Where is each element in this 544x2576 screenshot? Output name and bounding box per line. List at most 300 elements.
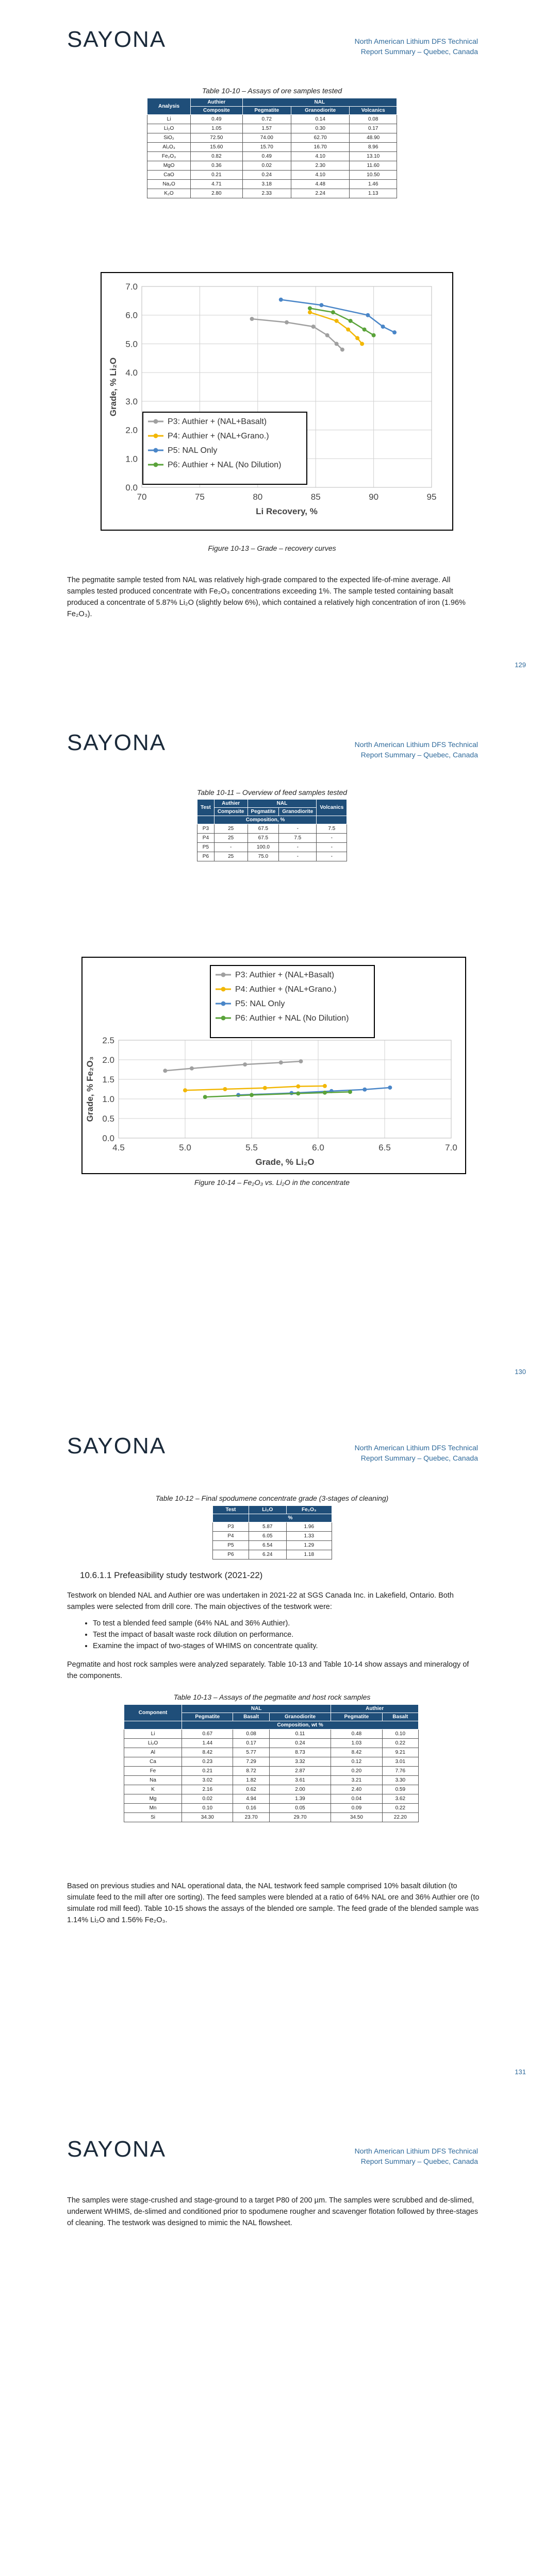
- fe-vs-li-chart: [81, 957, 466, 1174]
- table-cell: CaO: [147, 171, 191, 180]
- y-tick-label: 6.0: [125, 310, 138, 320]
- list-item: • To test a blended feed sample (64% NAL and 36% Authier).: [93, 1618, 318, 1629]
- table-cell: 0.09: [331, 1804, 382, 1813]
- table-cell: 0.36: [191, 161, 242, 171]
- table-cell: 0.05: [269, 1804, 331, 1813]
- data-point: [348, 1090, 352, 1094]
- legend-marker: [154, 419, 158, 424]
- legend-entry: P6: Authier + NAL (No Dilution): [168, 461, 282, 469]
- table-header: Volcanics: [317, 800, 347, 816]
- table-cell: 1.44: [182, 1739, 233, 1748]
- table-cell: P5: [213, 1541, 249, 1550]
- table-header: Authier: [191, 98, 242, 107]
- table-cell: 34.30: [182, 1813, 233, 1822]
- table-cell: 0.10: [382, 1730, 418, 1739]
- table-cell: 8.42: [182, 1748, 233, 1757]
- table-cell: 62.70: [291, 133, 349, 143]
- table-cell: 0.21: [182, 1767, 233, 1776]
- table-row: [147, 171, 397, 180]
- table-row: [147, 180, 397, 189]
- report-page: [0, 703, 544, 1406]
- table-row: [213, 1532, 332, 1541]
- table-row: [147, 124, 397, 133]
- y-tick-label: 5.0: [125, 339, 138, 349]
- table-row: [124, 1748, 419, 1757]
- table-cell: 0.02: [242, 161, 291, 171]
- page-number: 130: [515, 1368, 526, 1376]
- y-tick-label: 2.0: [125, 425, 138, 435]
- section-heading: 10.6.1.1 Prefeasibility study testwork (2021-22): [80, 1570, 263, 1580]
- body-paragraph: The samples were stage-crushed and stage-ground to a target P80 of 200 µm. The samples were scrubbed and de-slimed, underwent WHIMS, de-slimed and conditioned prior to spodumene rougher and scavenger flotation followed by three-stages of cleaning. The testwork was designed to mimic the NAL flowsheet.: [67, 2196, 479, 2227]
- data-point: [362, 328, 367, 332]
- table-cell: 7.5: [317, 824, 347, 834]
- table-cell: 7.29: [233, 1757, 269, 1767]
- company-logo: SAYONA: [67, 1433, 167, 1459]
- table-row: [124, 1767, 419, 1776]
- table-row: [147, 143, 397, 152]
- table-cell: 0.16: [233, 1804, 269, 1813]
- table-row: [124, 1804, 419, 1813]
- table-cell: 1.39: [269, 1794, 331, 1804]
- data-point: [360, 342, 364, 346]
- table-row: [124, 1739, 419, 1748]
- data-point: [392, 330, 397, 334]
- data-point: [250, 317, 254, 321]
- table-row: [197, 852, 347, 861]
- y-tick-label: 1.0: [125, 454, 138, 464]
- table-cell: P4: [197, 834, 215, 843]
- table-header: NAL: [242, 98, 397, 107]
- table-cell: Li: [124, 1730, 182, 1739]
- x-tick-label: 6.5: [378, 1143, 391, 1153]
- table-cell: 11.60: [350, 161, 397, 171]
- table-row: [197, 843, 347, 852]
- y-tick-label: 1.0: [102, 1094, 114, 1104]
- table-cell: 0.22: [382, 1739, 418, 1748]
- table-cell: 0.14: [291, 115, 349, 124]
- table-header: Analysis: [147, 98, 191, 115]
- table-cell: P3: [197, 824, 215, 834]
- table-cell: Fe: [124, 1767, 182, 1776]
- body-paragraph: Pegmatite and host rock samples were analyzed separately. Table 10-13 and Table 10-14 show assays and mineralogy of the components.: [67, 1660, 469, 1680]
- data-point: [335, 342, 339, 346]
- data-point: [331, 310, 335, 314]
- table-cell: 7.76: [382, 1767, 418, 1776]
- data-point: [346, 328, 350, 332]
- table-cell: 6.05: [249, 1532, 286, 1541]
- y-axis-title: Grade, % Fe₂O₃: [85, 1056, 95, 1122]
- table-cell: 4.10: [291, 152, 349, 161]
- data-point: [299, 1059, 303, 1063]
- table-cell: 1.96: [286, 1522, 332, 1532]
- data-point: [388, 1086, 392, 1090]
- table-row: [124, 1757, 419, 1767]
- x-tick-label: 5.0: [179, 1143, 191, 1153]
- table-cell: 16.70: [291, 143, 349, 152]
- grade-recovery-chart-svg: [102, 273, 452, 530]
- table-cell: 3.21: [331, 1776, 382, 1785]
- table-header: Volcanics: [350, 107, 397, 115]
- table-cell: 25: [214, 824, 248, 834]
- table-cell: 0.49: [191, 115, 242, 124]
- table-cell: Na: [124, 1776, 182, 1785]
- table-header: Granodiorite: [269, 1713, 331, 1721]
- table-header: Granodiorite: [291, 107, 349, 115]
- table-cell: 0.08: [233, 1730, 269, 1739]
- report-page: [0, 0, 544, 703]
- x-tick-label: 90: [369, 492, 379, 502]
- table-cell: 72.50: [191, 133, 242, 143]
- table-cell: 25: [214, 852, 248, 861]
- table-row: [197, 824, 347, 834]
- x-tick-label: 6.0: [312, 1143, 324, 1153]
- figure-caption: Figure 10-13 – Grade – recovery curves: [208, 544, 336, 552]
- table-cell: 8.96: [350, 143, 397, 152]
- data-point: [190, 1066, 194, 1071]
- table-cell: Li: [147, 115, 191, 124]
- table-row: [213, 1522, 332, 1532]
- table-header: Pegmatite: [242, 107, 291, 115]
- legend-entry: P3: Authier + (NAL+Basalt): [235, 971, 335, 979]
- page-header: North American Lithium DFS Technical Report Summary – Quebec, Canada: [354, 1444, 478, 1462]
- data-point: [203, 1095, 207, 1099]
- legend-entry: P6: Authier + NAL (No Dilution): [235, 1014, 349, 1023]
- report-page: [0, 1406, 544, 2110]
- x-axis-title: Li Recovery, %: [256, 506, 318, 516]
- data-point: [308, 306, 312, 310]
- data-point: [223, 1087, 227, 1091]
- table-header: Composition, wt %: [182, 1721, 419, 1730]
- table-cell: SiO₂: [147, 133, 191, 143]
- data-point: [349, 319, 353, 323]
- table-header: Granodiorite: [279, 808, 317, 816]
- data-point: [362, 1088, 367, 1092]
- data-point: [366, 313, 370, 317]
- table-cell: P3: [213, 1522, 249, 1532]
- table-row: [197, 834, 347, 843]
- table-row: [147, 152, 397, 161]
- data-point: [296, 1091, 300, 1095]
- table-cell: 1.57: [242, 124, 291, 133]
- table-cell: 6.24: [249, 1550, 286, 1560]
- table-header: Authier: [331, 1705, 419, 1713]
- data-point: [340, 348, 344, 352]
- y-tick-label: 1.5: [102, 1075, 114, 1084]
- table-caption: Table 10-13 – Assays of the pegmatite and host rock samples: [173, 1693, 371, 1701]
- table-cell: 29.70: [269, 1813, 331, 1822]
- table-cell: 3.32: [269, 1757, 331, 1767]
- y-tick-label: 3.0: [125, 396, 138, 406]
- table-cell: 100.0: [248, 843, 279, 852]
- series-line: [281, 300, 394, 333]
- table-header: Pegmatite: [182, 1713, 233, 1721]
- page-header: North American Lithium DFS Technical Report Summary – Quebec, Canada: [354, 740, 478, 759]
- table-cell: 2.00: [269, 1785, 331, 1794]
- table-cell: -: [317, 843, 347, 852]
- company-logo: SAYONA: [67, 2137, 167, 2162]
- table-cell: K: [124, 1785, 182, 1794]
- legend-marker: [154, 434, 158, 438]
- table-caption: Table 10-10 – Assays of ore samples tested: [202, 87, 342, 95]
- table-cell: -: [214, 843, 248, 852]
- legend-marker: [221, 1016, 226, 1021]
- legend-entry: P3: Authier + (NAL+Basalt): [168, 417, 267, 426]
- legend-marker: [221, 973, 226, 977]
- table-row: [124, 1776, 419, 1785]
- table-cell: 2.16: [182, 1785, 233, 1794]
- table-cell: 0.12: [331, 1757, 382, 1767]
- table-cell: 4.10: [291, 171, 349, 180]
- x-tick-label: 80: [253, 492, 263, 502]
- table-row: [213, 1550, 332, 1560]
- objectives-list: [83, 1618, 318, 1652]
- table-cell: 0.20: [331, 1767, 382, 1776]
- table-row: [147, 189, 397, 198]
- table-cell: 10.50: [350, 171, 397, 180]
- table-cell: 0.49: [242, 152, 291, 161]
- y-tick-label: 0.5: [102, 1114, 114, 1124]
- table-cell: -: [279, 852, 317, 861]
- y-tick-label: 0.0: [102, 1133, 114, 1143]
- data-point: [323, 1084, 327, 1088]
- table-header: Basalt: [382, 1713, 418, 1721]
- table-row: [147, 161, 397, 171]
- table-row: [124, 1794, 419, 1804]
- table-cell: 0.17: [350, 124, 397, 133]
- table-cell: 0.04: [331, 1794, 382, 1804]
- x-tick-label: 7.0: [445, 1143, 457, 1153]
- table-row: [124, 1785, 419, 1794]
- table-cell: 4.48: [291, 180, 349, 189]
- table-cell: 0.08: [350, 115, 397, 124]
- data-point: [285, 320, 289, 325]
- table-cell: 0.72: [242, 115, 291, 124]
- table-cell: 3.30: [382, 1776, 418, 1785]
- data-point: [296, 1084, 300, 1089]
- page-number: 131: [515, 2068, 526, 2076]
- ore-assays-table: [147, 98, 397, 198]
- table-cell: 4.71: [191, 180, 242, 189]
- y-tick-label: 2.0: [102, 1055, 114, 1065]
- table-cell: P5: [197, 843, 215, 852]
- concentrate-grade-table: [212, 1505, 332, 1560]
- legend-entry: P5: NAL Only: [168, 446, 218, 455]
- table-cell: 1.03: [331, 1739, 382, 1748]
- legend-marker: [221, 1002, 226, 1006]
- data-point: [183, 1088, 187, 1092]
- report-page: [0, 2110, 544, 2576]
- table-cell: 15.60: [191, 143, 242, 152]
- plot-area: [119, 1040, 451, 1138]
- table-cell: 0.62: [233, 1785, 269, 1794]
- body-paragraph: The pegmatite sample tested from NAL was relatively high-grade compared to the expected life-of-mine average. All samples tested produced concentrate with Fe₂O₃ concentrations exceeding 1%. The sample tested containing basalt produced a concentrate of 5.87% Li₂O (slightly below 6%), which contained a relatively high concentration of iron (1.96% Fe₂O₃).: [67, 576, 466, 618]
- table-cell: 3.18: [242, 180, 291, 189]
- host-rock-assays-table: [124, 1704, 419, 1822]
- y-axis-title: Grade, % Li₂O: [108, 357, 118, 417]
- table-cell: Li₂O: [147, 124, 191, 133]
- table-cell: 0.24: [242, 171, 291, 180]
- table-header: Fe₂O₃: [286, 1506, 332, 1514]
- x-tick-label: 70: [137, 492, 147, 502]
- table-cell: 67.5: [248, 824, 279, 834]
- table-cell: 2.30: [291, 161, 349, 171]
- table-cell: 1.33: [286, 1532, 332, 1541]
- table-header: NAL: [182, 1705, 331, 1713]
- page-header: North American Lithium DFS Technical Report Summary – Quebec, Canada: [354, 2147, 478, 2165]
- data-point: [243, 1062, 247, 1066]
- table-cell: 2.87: [269, 1767, 331, 1776]
- legend-entry: P5: NAL Only: [235, 999, 285, 1008]
- table-header: NAL: [248, 800, 317, 808]
- body-paragraph: Testwork on blended NAL and Authier ore was undertaken in 2021-22 at SGS Canada Inc. in Lakefield, Ontario. Both samples were selected from drill core. The main objectives of the testwork were:: [67, 1591, 454, 1611]
- table-cell: 23.70: [233, 1813, 269, 1822]
- list-item: • Examine the impact of two-stages of WHIMS on concentrate quality.: [93, 1640, 318, 1652]
- data-point: [372, 333, 376, 337]
- table-cell: 15.70: [242, 143, 291, 152]
- series-line: [185, 1086, 325, 1090]
- table-header: Composite: [214, 808, 248, 816]
- table-row: [124, 1813, 419, 1822]
- fe-vs-li-chart-svg: [83, 958, 465, 1173]
- x-tick-label: 4.5: [112, 1143, 125, 1153]
- table-cell: 2.33: [242, 189, 291, 198]
- legend-entry: P4: Authier + (NAL+Grano.): [235, 985, 337, 994]
- table-cell: 1.46: [350, 180, 397, 189]
- table-cell: 0.67: [182, 1730, 233, 1739]
- data-point: [381, 325, 385, 329]
- x-axis-title: Grade, % Li₂O: [255, 1157, 315, 1167]
- table-caption: Table 10-12 – Final spodumene concentrate grade (3-stages of cleaning): [155, 1494, 389, 1502]
- x-tick-label: 95: [426, 492, 437, 502]
- table-cell: 2.24: [291, 189, 349, 198]
- company-logo: SAYONA: [67, 27, 167, 52]
- table-cell: Ca: [124, 1757, 182, 1767]
- table-cell: 4.94: [233, 1794, 269, 1804]
- data-point: [250, 1093, 254, 1097]
- table-cell: -: [317, 852, 347, 861]
- table-row: [124, 1730, 419, 1739]
- feed-samples-table: [197, 799, 347, 861]
- table-row: [213, 1541, 332, 1550]
- table-cell: P4: [213, 1532, 249, 1541]
- table-cell: 34.50: [331, 1813, 382, 1822]
- legend-marker: [154, 448, 158, 453]
- table-header: Composition, %: [214, 816, 316, 824]
- y-tick-label: 0.0: [125, 483, 138, 493]
- table-cell: 75.0: [248, 852, 279, 861]
- y-tick-label: 2.5: [102, 1036, 114, 1045]
- table-cell: -: [279, 824, 317, 834]
- table-cell: 7.5: [279, 834, 317, 843]
- legend-entry: P4: Authier + (NAL+Grano.): [168, 432, 269, 440]
- page-header: North American Lithium DFS Technical Report Summary – Quebec, Canada: [354, 37, 478, 56]
- table-cell: K₂O: [147, 189, 191, 198]
- table-cell: Na₂O: [147, 180, 191, 189]
- table-cell: 0.21: [191, 171, 242, 180]
- table-cell: 1.13: [350, 189, 397, 198]
- data-point: [323, 1091, 327, 1095]
- table-cell: Fe₂O₃: [147, 152, 191, 161]
- table-header: Basalt: [233, 1713, 269, 1721]
- table-cell: 67.5: [248, 834, 279, 843]
- table-cell: 9.21: [382, 1748, 418, 1757]
- table-cell: -: [279, 843, 317, 852]
- table-cell: P6: [213, 1550, 249, 1560]
- table-cell: 3.01: [382, 1757, 418, 1767]
- table-cell: Mg: [124, 1794, 182, 1804]
- table-cell: 5.87: [249, 1522, 286, 1532]
- legend-marker: [154, 463, 158, 467]
- table-cell: 1.05: [191, 124, 242, 133]
- grade-recovery-chart: [101, 272, 453, 531]
- table-cell: 0.24: [269, 1739, 331, 1748]
- table-cell: 6.54: [249, 1541, 286, 1550]
- table-cell: MgO: [147, 161, 191, 171]
- data-point: [311, 325, 316, 329]
- chart-legend: [210, 965, 374, 1038]
- y-tick-label: 4.0: [125, 368, 138, 378]
- table-cell: 1.29: [286, 1541, 332, 1550]
- x-tick-label: 75: [194, 492, 205, 502]
- table-cell: 0.59: [382, 1785, 418, 1794]
- data-point: [319, 303, 323, 307]
- data-point: [279, 298, 283, 302]
- data-point: [335, 319, 339, 323]
- table-cell: 0.02: [182, 1794, 233, 1804]
- page-number: 129: [515, 661, 526, 669]
- table-row: [147, 115, 397, 124]
- data-point: [325, 333, 329, 337]
- table-header: Component: [124, 1705, 182, 1721]
- table-cell: 5.77: [233, 1748, 269, 1757]
- company-logo: SAYONA: [67, 730, 167, 755]
- data-point: [163, 1069, 167, 1073]
- table-cell: 74.00: [242, 133, 291, 143]
- table-row: [147, 133, 397, 143]
- table-cell: 0.10: [182, 1804, 233, 1813]
- data-point: [263, 1086, 267, 1090]
- body-paragraph: Based on previous studies and NAL operational data, the NAL testwork feed sample comprised 10% basalt dilution (to simulate feed to the mill after ore sorting). The feed samples were blended at a ratio of 64% NAL ore and 36% Authier ore (to simulate rod mill feed). Table 10-15 shows the assays of the blended ore sample. The feed grade of the blended sample was 1.14% Li₂O and 1.56% Fe₂O₃.: [67, 1882, 480, 1924]
- legend-marker: [221, 987, 226, 992]
- table-header: Test: [213, 1506, 249, 1514]
- y-tick-label: 7.0: [125, 282, 138, 292]
- table-cell: 0.23: [182, 1757, 233, 1767]
- table-header: Authier: [214, 800, 248, 808]
- table-header: Li₂O: [249, 1506, 286, 1514]
- table-header: Composite: [191, 107, 242, 115]
- data-point: [355, 336, 359, 340]
- data-point: [308, 310, 312, 314]
- table-cell: 0.17: [233, 1739, 269, 1748]
- series-line: [310, 312, 362, 344]
- table-cell: 8.73: [269, 1748, 331, 1757]
- table-cell: 0.82: [191, 152, 242, 161]
- table-header: %: [249, 1514, 332, 1522]
- table-cell: 1.82: [233, 1776, 269, 1785]
- table-caption: Table 10-11 – Overview of feed samples tested: [196, 788, 348, 796]
- table-cell: 22.20: [382, 1813, 418, 1822]
- figure-caption: Figure 10-14 – Fe₂O₃ vs. Li₂O in the concentrate: [194, 1178, 350, 1187]
- table-cell: -: [317, 834, 347, 843]
- table-cell: 3.02: [182, 1776, 233, 1785]
- table-cell: 0.48: [331, 1730, 382, 1739]
- list-item: • Test the impact of basalt waste rock dilution on performance.: [93, 1629, 318, 1640]
- table-cell: 48.90: [350, 133, 397, 143]
- x-tick-label: 85: [310, 492, 321, 502]
- table-cell: 2.40: [331, 1785, 382, 1794]
- table-header: Pegmatite: [331, 1713, 382, 1721]
- series-line: [205, 1092, 350, 1097]
